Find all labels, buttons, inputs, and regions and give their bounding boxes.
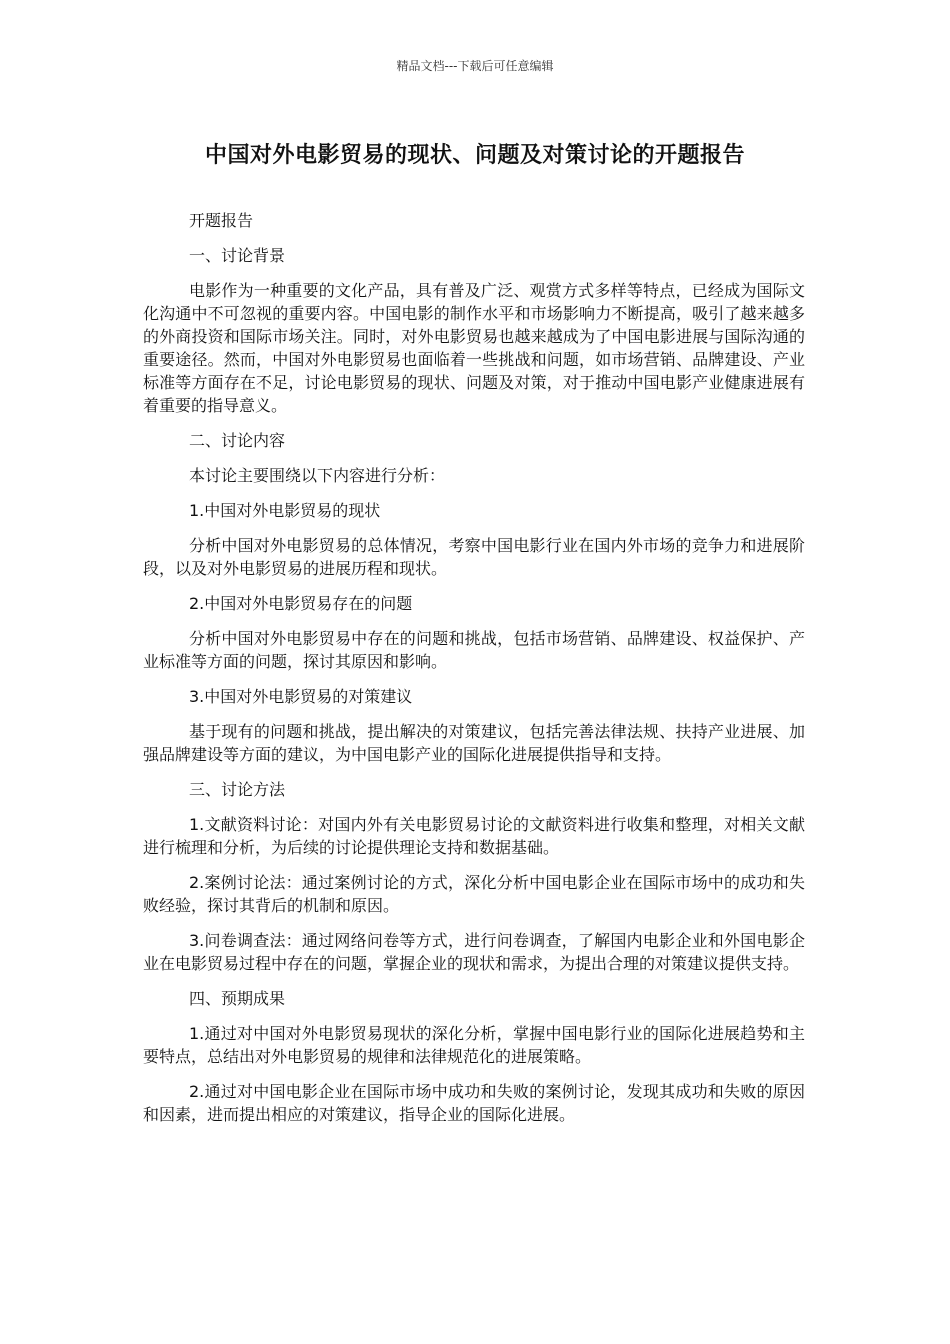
method-case-study: 2.案例讨论法：通过案例讨论的方式，深化分析中国电影企业在国际市场中的成功和失败经验，探讨其背后的机制和原因。 bbox=[143, 873, 805, 915]
section-heading-outcomes: 四、预期成果 bbox=[189, 989, 286, 1008]
outcome-2: 2.通过对中国电影企业在国际市场中成功和失败的案例讨论，发现其成功和失败的原因和因素，进而提出相应的对策建议，指导企业的国际化进展。 bbox=[143, 1082, 805, 1124]
content-intro: 本讨论主要围绕以下内容进行分析： bbox=[189, 466, 446, 485]
subheading-problems: 2.中国对外电影贸易存在的问题 bbox=[189, 594, 413, 613]
method-literature: 1.文献资料讨论：对国内外有关电影贸易讨论的文献资料进行收集和整理，对相关文献进行梳理和分析，为后续的讨论提供理论支持和数据基础。 bbox=[143, 815, 805, 857]
subheading-countermeasures: 3.中国对外电影贸易的对策建议 bbox=[189, 687, 413, 706]
subheading-status: 1.中国对外电影贸易的现状 bbox=[189, 501, 381, 520]
section-heading-background: 一、讨论背景 bbox=[189, 246, 286, 265]
problems-paragraph: 分析中国对外电影贸易中存在的问题和挑战，包括市场营销、品牌建设、权益保护、产业标准等方面的问题，探讨其原因和影响。 bbox=[143, 629, 805, 671]
outcome-1: 1.通过对中国对外电影贸易现状的深化分析，掌握中国电影行业的国际化进展趋势和主要特点，总结出对外电影贸易的规律和法律规范化的进展策略。 bbox=[143, 1024, 805, 1066]
report-label: 开题报告 bbox=[189, 211, 254, 230]
countermeasures-paragraph: 基于现有的问题和挑战，提出解决的对策建议，包括完善法律法规、扶持产业进展、加强品牌建设等方面的建议，为中国电影产业的国际化进展提供指导和支持。 bbox=[143, 722, 805, 764]
background-paragraph: 电影作为一种重要的文化产品，具有普及广泛、观赏方式多样等特点，已经成为国际文化沟通中不可忽视的重要内容。中国电影的制作水平和市场影响力不断提高，吸引了越来越多的外商投资和国际市场关注。同时，对外电影贸易也越来越成为了中国电影进展与国际沟通的重要途径。然而，中国对外电影贸易也面临着一些挑战和问题，如市场营销、品牌建设、产业标准等方面存在不足，讨论电影贸易的现状、问题及对策，对于推动中国电影产业健康进展有着重要的指导意义。 bbox=[143, 281, 805, 415]
section-heading-methods: 三、讨论方法 bbox=[189, 780, 286, 799]
status-paragraph: 分析中国对外电影贸易的总体情况，考察中国电影行业在国内外市场的竞争力和进展阶段，以及对外电影贸易的进展历程和现状。 bbox=[143, 536, 805, 578]
document-body bbox=[143, 209, 805, 1138]
document-title: 中国对外电影贸易的现状、问题及对策讨论的开题报告 bbox=[204, 143, 745, 168]
method-survey: 3.问卷调查法：通过网络问卷等方式，进行问卷调查，了解国内电影企业和外国电影企业在电影贸易过程中存在的问题，掌握企业的现状和需求，为提出合理的对策建议提供支持。 bbox=[143, 931, 805, 973]
page-header: 精品文档---下载后可任意编辑 bbox=[396, 59, 554, 73]
section-heading-content: 二、讨论内容 bbox=[189, 431, 286, 450]
